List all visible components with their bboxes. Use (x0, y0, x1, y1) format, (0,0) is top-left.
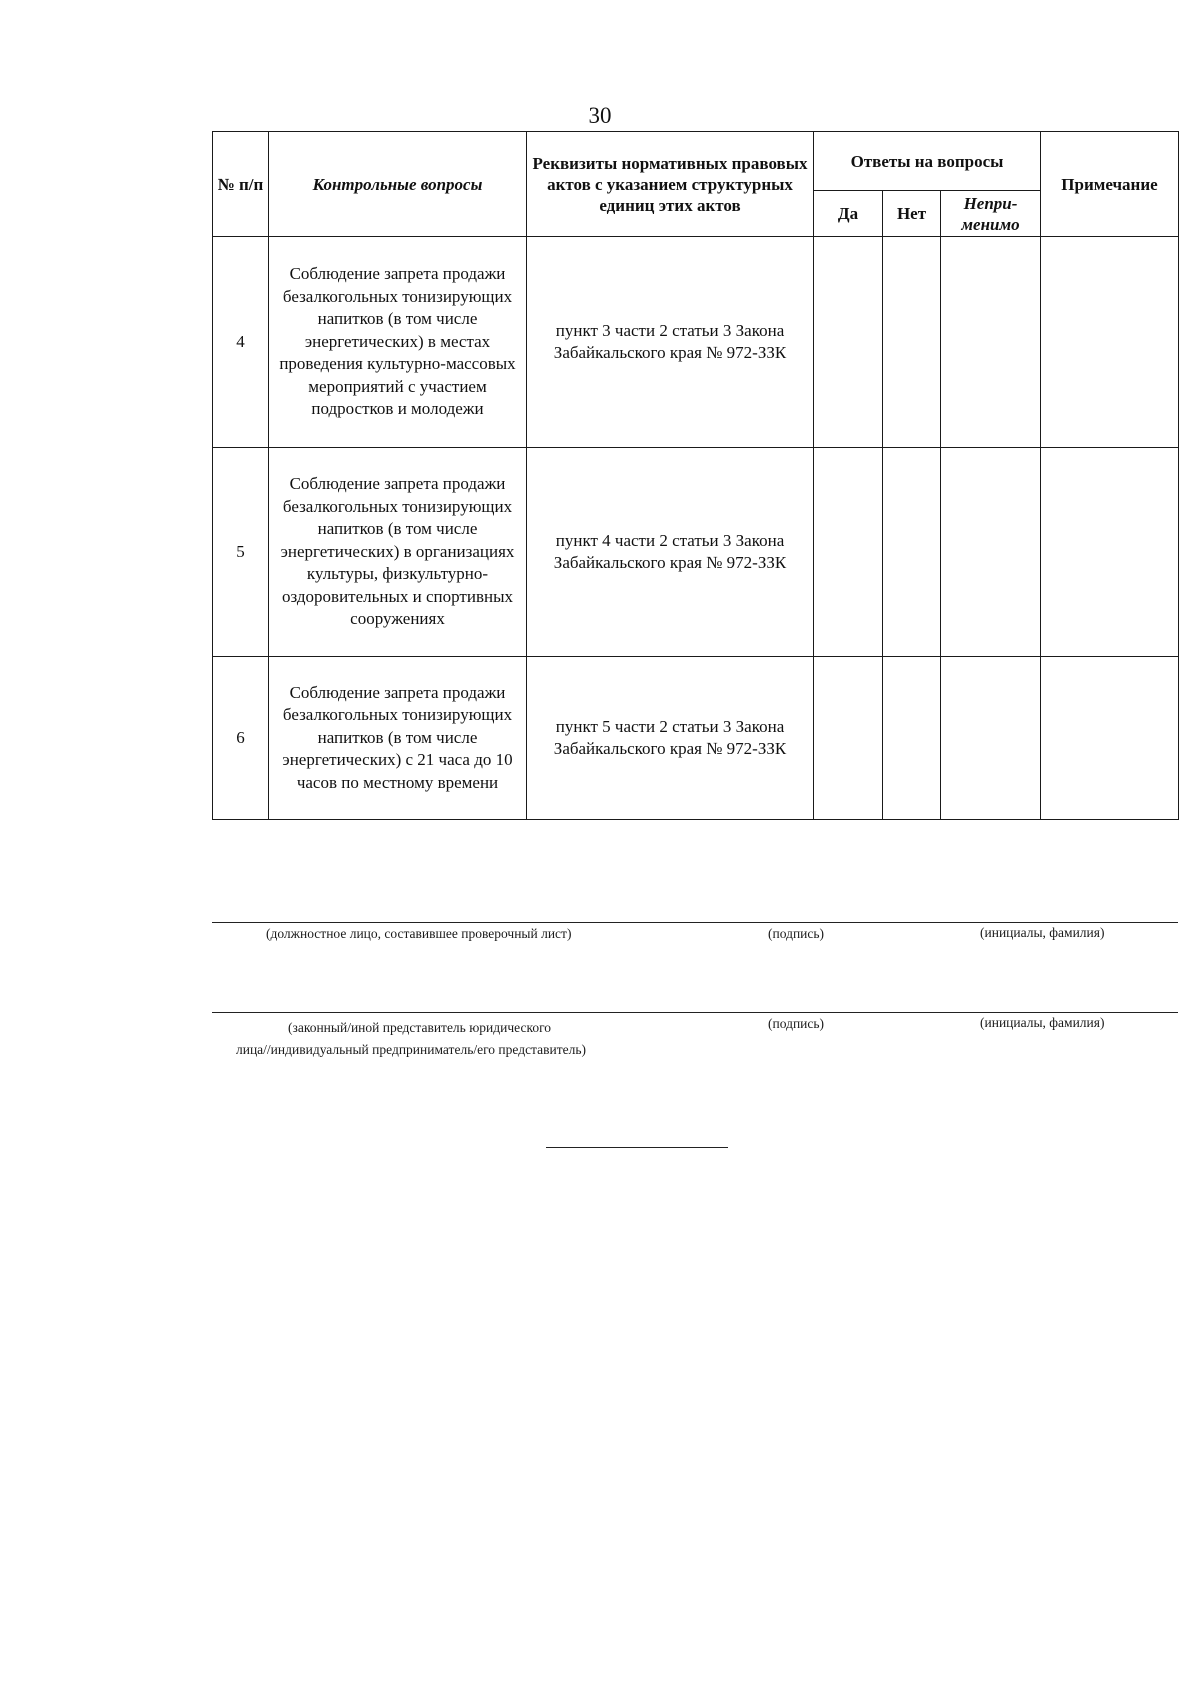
header-answers: Ответы на вопросы (814, 132, 1041, 191)
row-requisites: пункт 3 части 2 статьи 3 Закона Забайкальского края № 972-ЗЗК (527, 237, 814, 448)
header-number: № п/п (213, 132, 269, 237)
header-note: Примечание (1041, 132, 1179, 237)
answer-not-applicable-cell[interactable] (941, 448, 1041, 657)
official-signature-line[interactable] (212, 922, 1178, 923)
header-not-applicable: Непри-менимо (941, 191, 1041, 237)
answer-yes-cell[interactable] (814, 657, 883, 820)
answer-yes-cell[interactable] (814, 237, 883, 448)
checklist-table (212, 131, 1179, 820)
answer-no-cell[interactable] (883, 448, 941, 657)
row-number: 5 (213, 448, 269, 657)
representative-position-caption-line2: лица//индивидуальный предприниматель/его представитель) (236, 1042, 586, 1057)
answer-yes-cell[interactable] (814, 448, 883, 657)
row-question: Соблюдение запрета продажи безалкогольных тонизирующих напитков (в том числе энергетических) с 21 часа до 10 часов по местному времени (269, 657, 527, 820)
answer-not-applicable-cell[interactable] (941, 657, 1041, 820)
header-no: Нет (883, 191, 941, 237)
representative-signature-line[interactable] (212, 1012, 1178, 1013)
row-question: Соблюдение запрета продажи безалкогольных тонизирующих напитков (в том числе энергетических) в местах проведения культурно-массовых мероприятий с участием подростков и молодежи (269, 237, 527, 448)
answer-no-cell[interactable] (883, 237, 941, 448)
page-number: 30 (588, 103, 612, 128)
representative-position-caption-line1: (законный/иной представитель юридического (288, 1020, 552, 1035)
header-requisites: Реквизиты нормативных правовых актов с указанием структурных единиц этих актов (527, 132, 814, 237)
row-requisites: пункт 5 части 2 статьи 3 Закона Забайкальского края № 972-ЗЗК (527, 657, 814, 820)
row-requisites: пункт 4 части 2 статьи 3 Закона Забайкальского края № 972-ЗЗК (527, 448, 814, 657)
table-row (213, 237, 1179, 448)
representative-name-caption: (инициалы, фамилия) (980, 1015, 1105, 1030)
official-position-caption: (должностное лицо, составившее проверочный лист) (266, 926, 572, 941)
note-cell[interactable] (1041, 448, 1179, 657)
official-signature-caption: (подпись) (768, 926, 825, 941)
row-number: 6 (213, 657, 269, 820)
answer-not-applicable-cell[interactable] (941, 237, 1041, 448)
row-question: Соблюдение запрета продажи безалкогольных тонизирующих напитков (в том числе энергетических) в организациях культуры, физкультурно-оздоровительных и спортивных сооружениях (269, 448, 527, 657)
row-number: 4 (213, 237, 269, 448)
representative-signature-caption: (подпись) (768, 1016, 825, 1031)
table-row (213, 448, 1179, 657)
document-end-divider (546, 1147, 728, 1148)
header-yes: Да (814, 191, 883, 237)
official-name-caption: (инициалы, фамилия) (980, 925, 1105, 940)
answer-no-cell[interactable] (883, 657, 941, 820)
table-row (213, 657, 1179, 820)
table-header-row (213, 132, 1179, 191)
header-questions: Контрольные вопросы (269, 132, 527, 237)
note-cell[interactable] (1041, 657, 1179, 820)
note-cell[interactable] (1041, 237, 1179, 448)
